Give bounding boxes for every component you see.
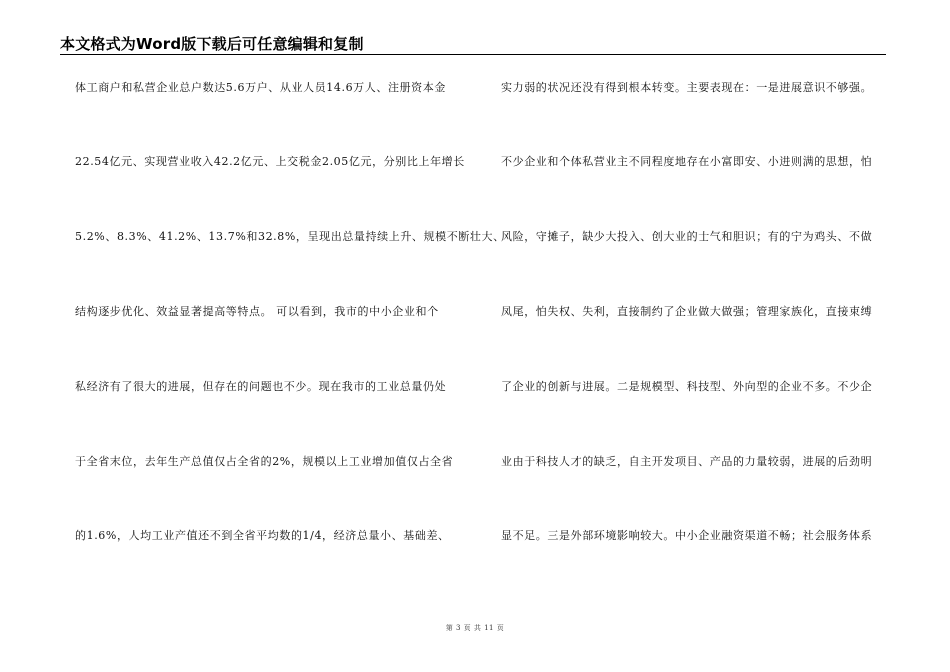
text-line: 实力弱的状况还没有得到根本转变。主要表现在：一是进展意识不够强。: [501, 81, 873, 94]
header-divider: [60, 54, 886, 55]
text-line: 业由于科技人才的缺乏，自主开发项目、产品的力量较弱，进展的后劲明: [501, 455, 873, 468]
text-line: 风险，守摊子，缺少大投入、创大业的士气和胆识；有的宁为鸡头、不做: [501, 230, 873, 243]
text-line: 体工商户和私营企业总户数达5.6万户、从业人员14.6万人、注册资本金: [75, 81, 446, 94]
document-header-title: 本文格式为Word版下载后可任意编辑和复制: [60, 35, 364, 53]
text-line: 的1.6%，人均工业产值还不到全省平均数的1/4，经济总量小、基础差、: [75, 529, 450, 542]
text-line: 结构逐步优化、效益显著提高等特点。 可以看到，我市的中小企业和个: [75, 305, 439, 318]
page-number-footer: 第 3 页 共 11 页: [445, 624, 505, 632]
text-line: 5.2%、8.3%、41.2%、13.7%和32.8%，呈现出总量持续上升、规模不断壮大、: [75, 230, 505, 243]
text-line: 私经济有了很大的进展，但存在的问题也不少。现在我市的工业总量仍处: [75, 380, 447, 393]
text-line: 显不足。三是外部环境影响较大。中小企业融资渠道不畅；社会服务体系: [501, 529, 873, 542]
text-line: 不少企业和个体私营业主不同程度地存在小富即安、小进则满的思想，怕: [501, 155, 873, 168]
text-line: 22.54亿元、实现营业收入42.2亿元、上交税金2.05亿元，分别比上年增长: [75, 155, 465, 168]
text-line: 于全省末位，去年生产总值仅占全省的2%，规模以上工业增加值仅占全省: [75, 455, 454, 468]
text-line: 了企业的创新与进展。二是规模型、科技型、外向型的企业不多。不少企: [501, 380, 873, 393]
text-line: 凤尾，怕失权、失利，直接制约了企业做大做强；管理家族化，直接束缚: [501, 305, 873, 318]
